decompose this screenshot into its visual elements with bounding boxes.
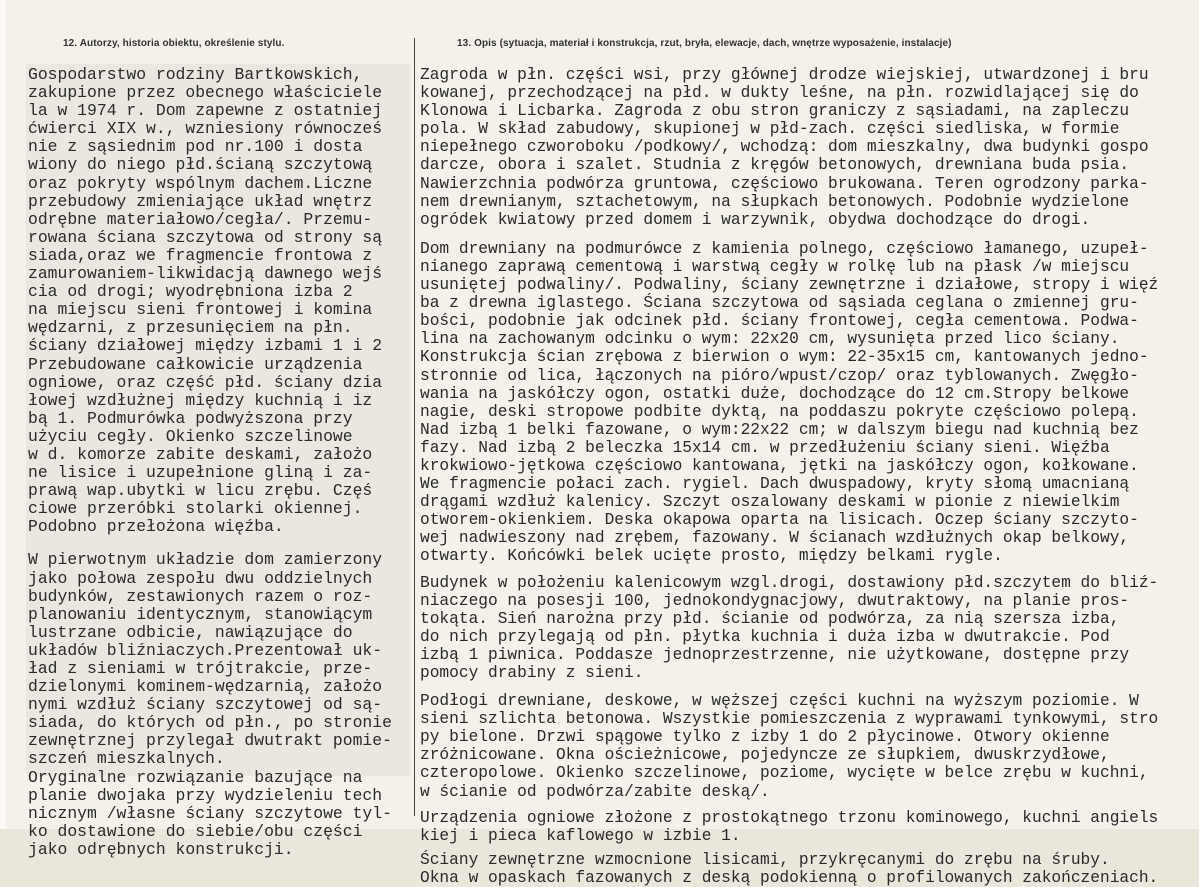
text-line: Ściany zewnętrzne wzmocnione lisicami, przykręcanymi do zrębu na śruby. <box>420 850 1110 869</box>
text-line: ciowe przeróbki stolarki okiennej. <box>28 499 363 519</box>
text-paragraph <box>420 574 1199 683</box>
text-line: w ścianie od podwórza/zabite deską/. <box>420 782 770 801</box>
text-line: W pierwotnym układzie dom zamierzony <box>28 550 383 570</box>
text-line: wędzarni, z przesunięciem na płn. <box>28 318 353 338</box>
text-line: ba z drewna iglastego. Ściana szczytowa od sąsiada ceglana o zmiennej gru- <box>420 294 1139 313</box>
text-line: nem drewnianym, sztachetowym, na słupkach betonowych. Podobnie wydzielone <box>420 192 1130 211</box>
text-line: ogródek kwiatowy przed domem i warzywnik, obydwa dochodzące do drogi. <box>420 210 1091 229</box>
text-line: niepełnego czworoboku /podkowy/, wchodzą: dom mieszkalny, dwa budynki gospo <box>420 138 1149 157</box>
text-line: przebudowy zmieniające układ wnętrz <box>28 191 373 211</box>
section-13-header: 13. Opis (sytuacja, materiał i konstrukcja, rzut, bryła, elewacje, dach, wnętrze wyposażenie, instalacje) <box>457 38 952 49</box>
text-line: wiony do niego płd.ścianą szczytową <box>28 155 373 175</box>
text-line: kowanej, przechodzącej na płd. w dukty leśne, na płn. rozwidlającej się do <box>420 84 1139 103</box>
text-line: układów bliźniaczych.Prezentował uk- <box>28 640 383 660</box>
text-line: wania na jaskółczy ogon, ostatki duże, dochodzące do 12 cm.Stropy belkowe <box>420 384 1130 403</box>
text-line: bą 1. Podmurówka podwyższona przy <box>28 408 353 428</box>
text-line: bości, podobnie jak odcinek płd. ściany frontowej, cegła cementowa. Podwa- <box>420 312 1139 331</box>
text-line: otwarty. Końcówki belek ucięte prosto, między belkami rygle. <box>420 547 1003 566</box>
text-line: Gospodarstwo rodziny Bartkowskich, <box>28 65 363 84</box>
text-line: siada,oraz we fragmencie frontowa z <box>28 245 373 265</box>
paragraph-gap <box>420 801 1199 809</box>
text-line: nie z sąsiednim pod nr.100 i dosta <box>28 137 363 157</box>
text-line: izbą 1 piwnica. Poddasze jednoprzestrzenne, nie użytkowane, dostępne przy <box>420 645 1130 664</box>
text-line: nymi wzdłuż ściany szczytowej od są- <box>28 695 383 715</box>
text-line: zewnętrznej przylegał dwutrakt pomie- <box>28 731 392 751</box>
text-line: fazy. Nad izbą 2 beleczka 15x14 cm. w przedłużeniu ściany sieni. Więźba <box>420 438 1110 457</box>
text-line: Nad izbą 1 belki fazowane, o wym:22x22 cm; w dalszym biegu nad kuchnią bez <box>420 420 1139 439</box>
text-line: ćwierci XIX w., wzniesiony równocześ <box>28 119 383 139</box>
text-line: Konstrukcja ścian zrębowa z bierwion o wym: 22-35x15 cm, kantowanych jedno- <box>420 348 1149 367</box>
text-line: ogniowe, oraz część płd. ściany dzia <box>28 372 383 392</box>
text-line: Klonowa i Licbarka. Zagroda z obu stron graniczy z sąsiadami, na zapleczu <box>420 102 1130 121</box>
text-line: nicznym /własne ściany szczytowe tyl- <box>28 803 392 823</box>
text-line: Nawierzchnia podwórza gruntowa, częściowo brukowana. Teren ogrodzony parka- <box>420 174 1149 193</box>
paragraph-gap <box>420 229 1199 240</box>
text-line: siada, do których od płn., po stronie <box>28 713 392 733</box>
text-line: zróżnicowane. Okna ościeżnicowe, pojedyncze ze słupkiem, dwuskrzydłowe, <box>420 746 1110 765</box>
text-line: prawą wap.ubytki w licu zrębu. Częś <box>28 481 373 501</box>
description-column <box>420 66 1199 887</box>
text-line: Urządzenia ogniowe złożone z prostokątnego trzonu kominowego, kuchni angiels <box>420 808 1159 827</box>
text-line: ład z sieniami w trójtrakcie, prze- <box>28 659 373 678</box>
text-line: ko dostawione do siebie/obu części <box>28 821 363 841</box>
text-line: drągami wzdłuż kalenicy. Szczyt oszalowany deskami w pionie z niewielkim <box>420 493 1120 512</box>
text-line: Podobno przełożona więźba. <box>28 517 284 537</box>
text-line: Okna w opaskach fazowanych z deską podokienną o profilowanych zakończeniach. <box>420 868 1159 887</box>
text-line: wej nadwieszony nad zrębem, fazowany. W ścianach wzdłużnych okap belkowy, <box>420 529 1130 548</box>
paragraph-gap <box>28 536 412 551</box>
text-line: budynków, zestawionych razem o roz- <box>28 586 373 606</box>
text-line: planowaniu identycznym, stanowiącym <box>28 604 373 624</box>
text-line: lina na zachowanym odcinku o wym: 22x20 cm, wysunięta przed lico ściany. <box>420 330 1120 349</box>
text-line: szczeń mieszkalnych. <box>28 749 225 769</box>
text-line: stronnie od lica, łączonych na pióro/wpust/czop/ oraz tyblowanych. Zwęgło- <box>420 366 1139 385</box>
text-line: lustrzane odbicie, nawiązujące do <box>28 622 353 642</box>
text-line: py bielone. Drzwi spągowe tylko z izby 1 do 2 płycinowe. Otwory okienne <box>420 728 1110 747</box>
text-line: zamurowaniem-likwidacją dawnego wejś <box>28 264 383 284</box>
text-line: Budynek w położeniu kalenicowym wzgl.drogi, dostawiony płd.szczytem do bliź- <box>420 573 1159 592</box>
text-line: użyciu cegły. Okienko szczelinowe <box>28 426 353 446</box>
text-line: jako połowa zespołu dwu oddzielnych <box>28 568 373 588</box>
text-line: pomocy drabiny z sieni. <box>420 664 644 682</box>
text-line: darcze, obora i szalet. Studnia z kręgów betonowych, drewniana buda psia. <box>420 156 1130 175</box>
text-line: Podłogi drewniane, deskowe, w węższej części kuchni na wyższym poziomie. W <box>420 692 1139 711</box>
text-line: Oryginalne rozwiązanie bazujące na <box>28 767 363 787</box>
text-line: niaczego na posesji 100, jednokondygnacjowy, dwutraktowy, na planie pros- <box>420 591 1130 610</box>
text-line: jako odrębnych konstrukcji. <box>28 839 294 859</box>
text-paragraph <box>420 692 1199 801</box>
text-line: zakupione przez obecnego właściciele <box>28 83 383 103</box>
text-line: kiej i pieca kaflowego w izbie 1. <box>420 826 741 845</box>
text-line: Dom drewniany na podmurówce z kamienia polnego, częściowo łamanego, uzupeł- <box>420 239 1149 258</box>
text-line: na miejscu sieni frontowej i komina <box>28 300 373 320</box>
text-line: We fragmencie połaci zach. rygiel. Dach dwuspadowy, kryty słomą umacnianą <box>420 475 1130 494</box>
text-paragraph <box>420 240 1199 566</box>
text-line: ściany działowej między izbami 1 i 2 <box>28 336 383 356</box>
text-paragraph <box>420 851 1199 887</box>
text-line: w d. komorze zabite deskami, założo <box>28 444 373 464</box>
text-paragraph <box>420 66 1199 229</box>
text-line: cia od drogi; wyodrębniona izba 2 <box>28 282 353 302</box>
text-line: odrębne materiałowo/cegła/. Przemu- <box>28 209 373 229</box>
text-line: rowana ściana szczytowa od strony są <box>28 227 383 247</box>
column-divider <box>414 38 415 816</box>
history-column <box>28 66 412 859</box>
text-line: la w 1974 r. Dom zapewne z ostatniej <box>28 101 383 121</box>
text-line: łowej wzdłużnej między kuchnią i iz <box>28 390 373 410</box>
text-paragraph <box>420 809 1199 845</box>
text-line: dzielonymi kominem-wędzarnią, założo <box>28 677 383 697</box>
text-line: pola. W skład zabudowy, skupionej w płd-zach. części siedliska, w formie <box>420 120 1120 139</box>
text-paragraph <box>28 551 412 859</box>
text-line: oraz pokryty wspólnym dachem.Liczne <box>28 173 373 193</box>
text-paragraph <box>28 66 412 536</box>
text-line: Zagroda w płn. części wsi, przy głównej drodze wiejskiej, utwardzonej i bru <box>420 66 1149 84</box>
text-line: nagie, deski stropowe podbite dyktą, na poddaszu pokryte częściowo polepą. <box>420 402 1139 421</box>
text-line: otworem-okienkiem. Deska okapowa oparta na lisicach. Oczep ściany szczyto- <box>420 511 1139 530</box>
text-line: nianego zaprawą cementową i warstwą cegły w rolkę lub na płask /w miejscu <box>420 257 1130 276</box>
text-line: tokąta. Sień narożna przy płd. ścianie od podwórza, za nią szersza izba, <box>420 609 1120 628</box>
paragraph-gap <box>420 682 1199 692</box>
paragraph-gap <box>420 566 1199 574</box>
text-line: planie dwojaka przy wydzieleniu tech <box>28 785 383 805</box>
text-line: krokwiowo-jętkowa częściowo kantowana, jętki na jaskółczy ogon, kołkowane. <box>420 456 1139 475</box>
text-line: ne lisice i uzupełnione gliną i za- <box>28 463 373 483</box>
text-line: do nich przylegają od płn. płytka kuchnia i duża izba w dwutrakcie. Pod <box>420 627 1110 646</box>
text-line: usuniętej podwaliny/. Podwaliny, ściany zewnętrzne i działowe, stropy i więź <box>420 276 1159 295</box>
text-line: Przebudowane całkowicie urządzenia <box>28 354 363 374</box>
section-12-header: 12. Autorzy, historia obiektu, określenie stylu. <box>63 38 285 49</box>
text-line: sieni szlichta betonowa. Wszystkie pomieszczenia z wyprawami tynkowymi, stro <box>420 710 1159 729</box>
text-line: czteropolowe. Okienko szczelinowe, poziome, wycięte w belce zrębu w kuchni, <box>420 764 1149 783</box>
